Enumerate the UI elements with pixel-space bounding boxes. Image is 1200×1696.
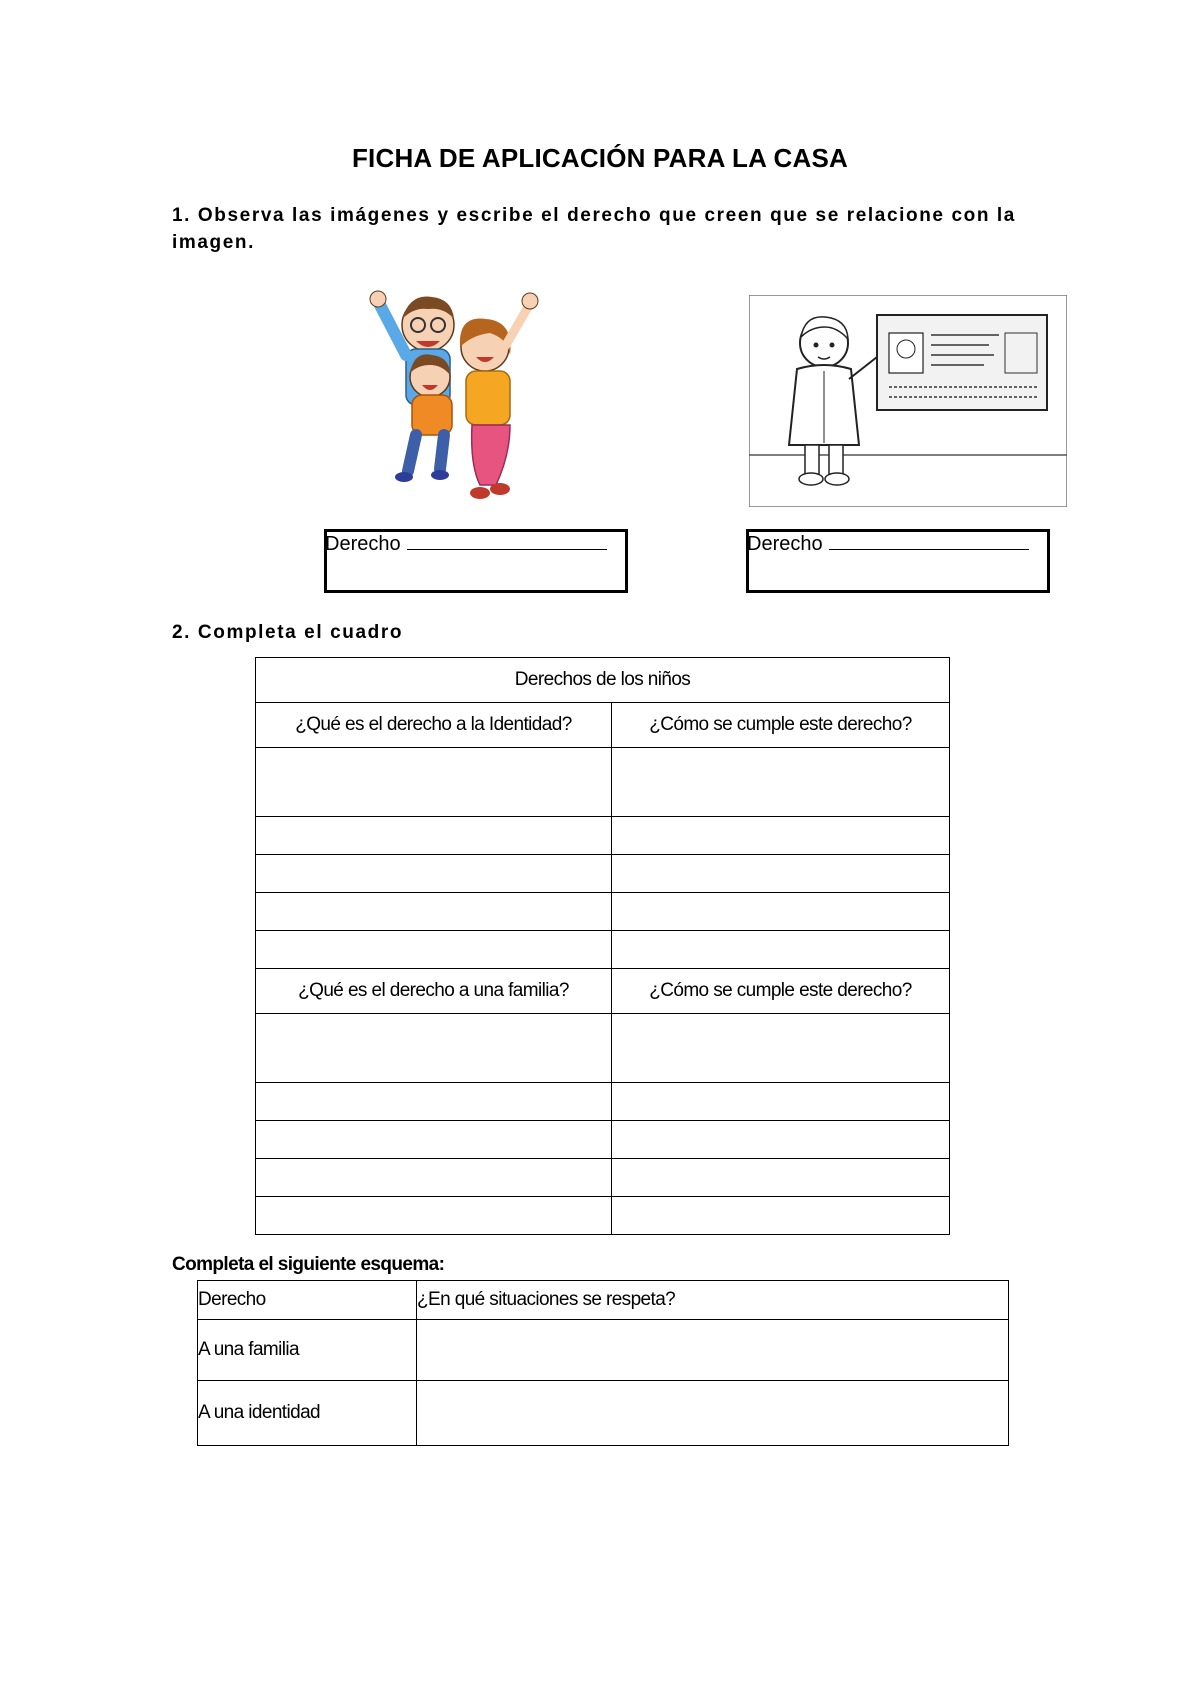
answer-cell[interactable] xyxy=(611,817,949,855)
schema-col2-header: ¿En qué situaciones se respeta? xyxy=(417,1281,1009,1320)
answer-cell[interactable] xyxy=(256,1121,612,1159)
page-title: FICHA DE APLICACIÓN PARA LA CASA xyxy=(351,143,849,173)
answer-cell[interactable] xyxy=(611,1014,949,1083)
identity-how-header: ¿Cómo se cumple este derecho? xyxy=(611,703,949,748)
schema-row-label: A una identidad xyxy=(198,1381,417,1446)
schema-row-label: A una familia xyxy=(198,1320,417,1381)
schema-col1-header: Derecho xyxy=(198,1281,417,1320)
answer-cell[interactable] xyxy=(611,1121,949,1159)
answer-cell[interactable] xyxy=(256,931,612,969)
answer-cell[interactable] xyxy=(611,931,949,969)
answer-cell[interactable] xyxy=(256,893,612,931)
answer-cell[interactable] xyxy=(256,855,612,893)
answer-cell[interactable] xyxy=(611,1197,949,1235)
answer-cell[interactable] xyxy=(611,893,949,931)
derecho-label: Derecho xyxy=(325,533,401,555)
derecho-answer-box-1[interactable] xyxy=(324,529,628,593)
question-1: 1. Observa las imágenes y escribe el derecho que creen que se relacione con la imagen. xyxy=(172,205,1016,253)
family-question-header: ¿Qué es el derecho a una familia? xyxy=(256,969,612,1014)
rights-table xyxy=(255,657,950,1235)
answer-cell[interactable] xyxy=(256,1014,612,1083)
answer-cell[interactable] xyxy=(256,1083,612,1121)
answer-cell[interactable] xyxy=(256,1159,612,1197)
family-how-header: ¿Cómo se cumple este derecho? xyxy=(611,969,949,1014)
answer-cell[interactable] xyxy=(611,748,949,817)
identity-card-illustration xyxy=(749,295,1067,507)
question-2: 2. Completa el cuadro xyxy=(172,622,404,643)
answer-cell[interactable] xyxy=(256,748,612,817)
derecho-answer-box-2[interactable] xyxy=(746,529,1050,593)
answer-cell[interactable] xyxy=(611,1159,949,1197)
answer-cell[interactable] xyxy=(256,1197,612,1235)
answer-cell[interactable] xyxy=(256,817,612,855)
schema-intro: Completa el siguiente esquema: xyxy=(172,1254,445,1275)
schema-table xyxy=(197,1280,1009,1446)
identity-question-header: ¿Qué es el derecho a la Identidad? xyxy=(256,703,612,748)
answer-line xyxy=(407,533,607,550)
derecho-label: Derecho xyxy=(747,533,823,555)
answer-cell[interactable] xyxy=(417,1320,1009,1381)
answer-line xyxy=(829,533,1029,550)
answer-cell[interactable] xyxy=(611,855,949,893)
family-illustration xyxy=(360,285,550,505)
answer-cell[interactable] xyxy=(417,1381,1009,1446)
rights-table-title: Derechos de los niños xyxy=(256,658,950,703)
answer-cell[interactable] xyxy=(611,1083,949,1121)
